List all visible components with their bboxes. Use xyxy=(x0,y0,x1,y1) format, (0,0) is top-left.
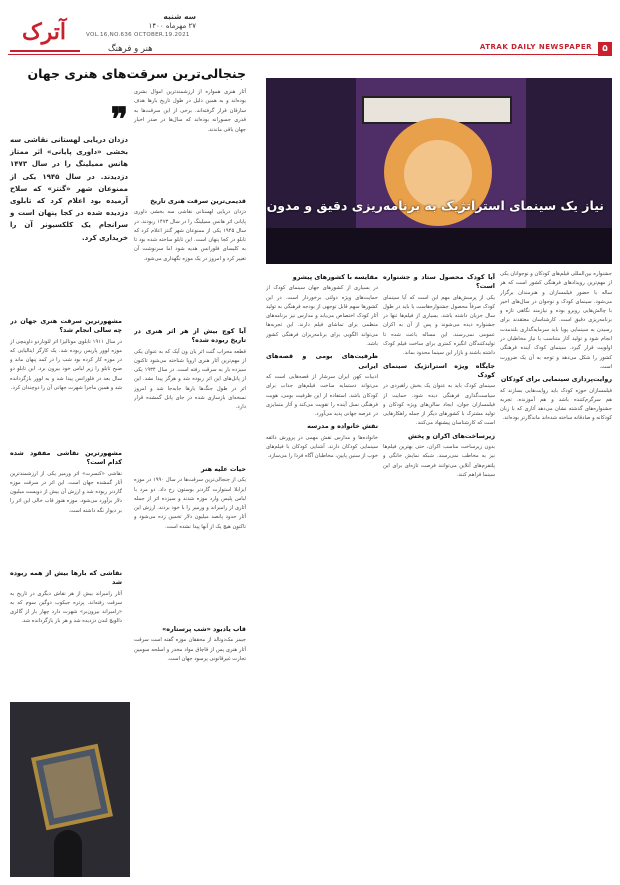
weekday: سه شنبه xyxy=(163,12,196,21)
cinema-headline[interactable]: نیاز یک سینمای استراتژیک به برنامه‌ریزی دقیق و مدون xyxy=(266,198,604,213)
paragraph: یکی از پرسش‌های مهم این است که آیا سینمای کودک صرفاً محصول جشنواره‌هاست یا باید در طول سال جریان داشته باشد. بسیاری از فیلم‌ها تنها در جشنواره دیده می‌شوند و پس از آن به اکران عمومی نمی‌رسند. این مساله باعث شده تا تولیدکنندگان انگیزه کمتری برای ساخت فیلم کودک داشته باشند و بازار این سینما محدود بماند. xyxy=(383,294,495,357)
art-section-5 xyxy=(10,446,122,566)
section-title: هنر و فرهنگ xyxy=(108,44,153,54)
newspaper-logo[interactable]: آترک xyxy=(21,19,67,45)
edition-info xyxy=(86,12,196,38)
art-section-7 xyxy=(134,622,246,872)
header-divider xyxy=(8,54,612,55)
cinema-column-3 xyxy=(266,270,378,875)
stolen-painting-photo xyxy=(10,702,130,877)
festival-photo xyxy=(266,78,612,264)
paragraph: آثار رامبراند بیش از هر نقاش دیگری در تاریخ به سرقت رفته‌اند. پرتره جیکوب دوگین سوم که به «رامبراند بیرون‌بر» شهرت دارد چهار بار از گالری دالویچ لندن دزدیده شد و هر بار بازگردانده شد. xyxy=(10,590,122,625)
subheading: زیرساخت‌های اکران و پخش xyxy=(407,431,495,440)
art-section-6 xyxy=(10,566,122,698)
cinema-column-2 xyxy=(383,270,495,875)
paragraph: جیمز مک‌دونالد از محققان موزه گفته است سرقت آثار هنری پس از قاچاق مواد مخدر و اسلحه سومین تجارت غیرقانونی پرسود جهان است. xyxy=(134,637,246,662)
paragraph: ادبیات کهن ایران سرشار از قصه‌هایی است که می‌تواند دستمایه ساخت فیلم‌های جذاب برای کودکان باشد. استفاده از این ظرفیت بومی، هویت فرهنگی نسل آینده را تقویت می‌کند و آثار متمایزی در عرصه جهانی پدید می‌آورد. xyxy=(266,373,378,418)
subheading: مشهورترین سرقت هنری جهان در چه سالی انجام شد؟ xyxy=(10,317,122,335)
page-header xyxy=(8,10,612,68)
subheading: نقاشی که بارها بیش از همه ربوده شد xyxy=(10,569,122,587)
paper-name: ATRAK DAILY NEWSPAPER xyxy=(479,43,592,51)
art-section-4 xyxy=(10,314,122,446)
subheading: مشهورترین نقاشی مفقود شده کدام است؟ xyxy=(10,449,122,467)
person-silhouette-icon xyxy=(54,830,82,877)
subheading: جایگاه ویژه استراتژیک سینمای کودک xyxy=(383,361,495,379)
pull-quote xyxy=(10,100,128,312)
paragraph: دزدان دریایی لهستانی نقاشی سه بخشی داوری پایانی اثر هانس ممیلینگ را در سال ۱۴۷۳ ربودند. در سال ۱۹۴۵ یکی از ممنوعان شهر گنتز اعلام کرد که تابلو در کجا پنهان است. این تابلو ساخته شده بود تا به کلیسای فلورانس هدیه شود اما سرنوشت آن تغییر کرد و امروز در یک موزه نگهداری می‌شود. xyxy=(134,209,246,262)
paragraph: نقاشی «کنسرت» اثر ورمیر یکی از ارزشمندترین آثار گمشده جهان است. این اثر در سرقت موزه گاردنر ربوده شد و ارزش آن بیش از دویست میلیون دلار برآورد می‌شود. موزه هنوز قاب خالی این اثر را بر دیوار نگه داشته است. xyxy=(10,470,122,514)
issue-info: VOL.16,NO.636 OCTOBER.19.2021 xyxy=(86,32,190,38)
quote-text: دزدان دریایی لهستانی نقاشی سه بخشی «داوری پایانی» اثر ممتاز هانس ممیلینگ را در سال ۱۴۷۳ دزدیدند. در سال ۱۹۴۵ یکی از ممنوعان شهر «گنتز» که سلاح آرمیده بود اعلام کرد که تابلوی دزدیده شده در کجا پنهان است و سرانجام یک کلکسیونر آن را خریداری کرد. xyxy=(10,136,128,242)
paragraph: خانواده‌ها و مدارس نقش مهمی در پرورش ذائقه سینمایی کودکان دارند. آشنایی کودکان با فیلم‌های خوب از سنین پایین، مخاطبان آگاه فردا را می‌سازد. xyxy=(266,434,378,460)
cinema-column-1 xyxy=(500,270,612,875)
art-article-title[interactable]: جنجالی‌ترین سرقت‌های هنری جهان xyxy=(27,66,246,81)
painting-frame-icon xyxy=(31,744,113,831)
page-number: ۵ xyxy=(598,42,612,56)
paragraph: در سال ۱۹۱۱ تابلوی مونالیزا اثر لئوناردو داوینچی از موزه لوور پاریس ربوده شد. یک کارگر ایتالیایی که در موزه کار کرده بود شب را در کمد پنهان ماند و صبح تابلو را زیر لباس خود بیرون برد. این تابلو دو سال بعد در فلورانس پیدا شد و به لوور بازگردانده شد و همین ماجرا شهرت جهانی آن را دوچندان کرد. xyxy=(10,338,122,392)
art-section-3 xyxy=(134,462,246,622)
subheading: ظرفیت‌های بومی و قصه‌های ایرانی xyxy=(266,352,378,370)
date-persian: ۲۷ مهرماه ۱۴۰۰ xyxy=(148,22,196,30)
art-intro: آثار هنری همواره از ارزشمندترین اموال بشری بوده‌اند و به همین دلیل در طول تاریخ بارها هدف سارقان قرار گرفته‌اند. برخی از این سرقت‌ها به قدری جسورانه بوده‌اند که سال‌ها در صدر اخبار جهان باقی ماندند. xyxy=(134,89,246,133)
art-article xyxy=(10,62,246,877)
art-section-2 xyxy=(134,324,246,462)
subheading: مقایسه با کشورهای پیشرو xyxy=(292,273,378,281)
logo-underline xyxy=(10,50,80,52)
paragraph: یکی از جنجالی‌ترین سرقت‌ها در سال ۱۹۹۰ در موزه ایزابلا استوارت گاردنر بوستون رخ داد. دو مرد با لباس پلیس وارد موزه شدند و سیزده اثر از جمله آثاری از رامبراند و ورمیر را با خود بردند. ارزش این آثار حدود پانصد میلیون دلار تخمین زده می‌شود و تاکنون هیچ یک از آنها پیدا نشده است. xyxy=(134,477,246,530)
art-section-1 xyxy=(134,194,246,324)
paragraph: در بسیاری از کشورهای جهان سینمای کودک از حمایت‌های ویژه دولتی برخوردار است. در این کشورها سهم قابل توجهی از بودجه فرهنگی به تولید آثار کودک اختصاص می‌یابد و مدارس نیز برنامه‌های منظمی برای تماشای فیلم دارند. این تجربه‌ها می‌تواند الگویی برای برنامه‌ریزان فرهنگی کشور باشد. xyxy=(266,285,378,348)
paragraph: جشنواره بین‌المللی فیلم‌های کودکان و نوجوانان یکی از مهم‌ترین رویدادهای فرهنگی کشور است که هر ساله با حضور فیلمسازان و هنرمندان برگزار می‌شود. سینمای کودک و نوجوان در سال‌های اخیر با چالش‌هایی روبرو بوده و نیازمند نگاهی تازه و برنامه‌ریزی دقیق است. کارشناسان معتقدند برای رسیدن به سینمایی پویا باید سرمایه‌گذاری بلندمدت انجام شود و تولید آثار متناسب با نیاز مخاطبان در اولویت قرار گیرد. سینمای کودک آینده فرهنگی کشور را شکل می‌دهد و توجه به آن یک ضرورت است. xyxy=(500,271,612,370)
crowd-silhouette xyxy=(266,228,612,264)
paragraph: فیلمسازان حوزه کودک باید روایت‌هایی بسازند که هم سرگرم‌کننده باشد و هم آموزنده. تجربه جشنواره‌های گذشته نشان می‌دهد آثاری که با زبان کودکانه و صادقانه ساخته شده‌اند ماندگارتر بوده‌اند. xyxy=(500,387,612,422)
subheading: آیا کودک محصول ستاد و جشنواره است؟ xyxy=(383,273,495,291)
subheading: نقش خانواده و مدرسه xyxy=(307,422,378,431)
paragraph: بدون زیرساخت مناسب اکران، حتی بهترین فیلم‌ها نیز به مخاطب نمی‌رسند. شبکه نمایش خانگی و پلتفرم‌های آنلاین می‌توانند فرصت تازه‌ای برای این سینما فراهم کنند. xyxy=(383,444,495,478)
subheading: آیا کوچ بیش از هر اثر هنری در تاریخ ربوده شده؟ xyxy=(134,327,246,345)
subheading: قدیمی‌ترین سرقت هنری تاریخ xyxy=(150,197,246,205)
paragraph: قطعه محراب گنت اثر یان ون آیک که به عنوان یکی از مهم‌ترین آثار هنری اروپا شناخته می‌شود تاکنون سیزده بار به سرقت رفته است. در سال ۱۹۳۴ یکی از پانل‌های این اثر ربوده شد و هرگز پیدا نشد. این اثر در طول جنگ‌ها بارها جابه‌جا شد و امروز نسخه‌ای بازسازی شده در جای پانل گمشده قرار دارد. xyxy=(134,348,246,411)
subheading: روایت‌پردازی سینمایی برای کودکان xyxy=(500,375,612,384)
paragraph: سینمای کودک باید به عنوان یک بخش راهبردی در سیاست‌گذاری فرهنگی دیده شود. حمایت از فیلمسازان جوان، ایجاد سالن‌های ویژه کودکان و تولید مشترک با کشورهای دیگر از جمله راهکارهایی است که کارشناسان پیشنهاد می‌کنند. xyxy=(383,383,495,427)
quote-icon: ❞ xyxy=(110,100,128,138)
subheading: حیات علیه هنر xyxy=(201,465,246,473)
subheading: قاب یادبود «شب پرستاره» xyxy=(162,625,246,633)
